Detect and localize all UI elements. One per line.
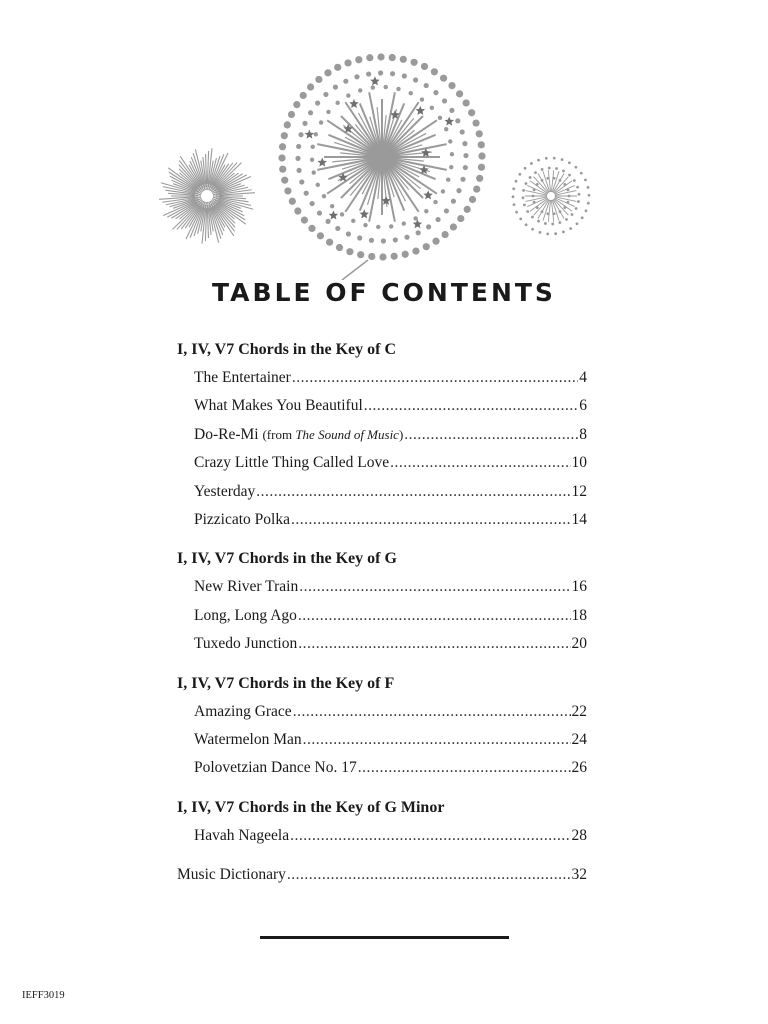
- section-heading: I, IV, V7 Chords in the Key of G: [177, 550, 397, 568]
- entry-page: 24: [571, 730, 587, 748]
- entry-page: 16: [571, 578, 587, 596]
- toc-entry[interactable]: [177, 506, 587, 534]
- entry-note-prefix: (from: [262, 426, 296, 442]
- entry-page: 26: [571, 759, 587, 777]
- footer-rule: [260, 936, 509, 939]
- entry-page: 28: [571, 826, 587, 844]
- toc-entry[interactable]: [177, 754, 587, 782]
- toc-section: [177, 336, 587, 534]
- toc-entry[interactable]: [177, 822, 587, 850]
- toc-section: [177, 545, 587, 658]
- toc-entry[interactable]: [177, 478, 587, 506]
- fireworks-illustration: [0, 0, 768, 280]
- entry-page: 10: [571, 454, 587, 472]
- entry-title: Polovetzian Dance No. 17: [194, 759, 357, 777]
- entry-title: The Entertainer: [194, 369, 291, 386]
- entry-title: Amazing Grace: [194, 702, 292, 720]
- toc-entry[interactable]: [177, 392, 587, 420]
- firework-small-right: [512, 157, 591, 236]
- page-title: TABLE OF CONTENTS: [212, 278, 556, 307]
- entry-title: Do-Re-Mi (from The Sound of Music): [194, 425, 404, 443]
- catalog-code: IEFF3019: [22, 990, 65, 1001]
- table-of-contents: [177, 336, 587, 889]
- entry-page: 18: [571, 606, 587, 624]
- entry-title: Havah Nageela: [194, 826, 290, 844]
- toc-entry[interactable]: [177, 449, 587, 477]
- toc-entry[interactable]: [177, 602, 587, 630]
- entry-title: Pizzicato Polka: [194, 510, 290, 528]
- entry-page: 14: [571, 510, 587, 528]
- entry-title: What Makes You Beautiful: [194, 397, 363, 415]
- toc-entry[interactable]: [177, 573, 587, 601]
- entry-title: Crazy Little Thing Called Love: [194, 454, 390, 472]
- firework-small-left: [159, 148, 255, 243]
- section-heading: I, IV, V7 Chords in the Key of C: [177, 341, 396, 358]
- section-heading: I, IV, V7 Chords in the Key of F: [177, 674, 395, 692]
- toc-entry[interactable]: [177, 421, 587, 449]
- toc-section: [177, 794, 587, 850]
- toc-entry[interactable]: [177, 630, 587, 658]
- entry-note-title: The Sound of Music: [295, 426, 399, 442]
- entry-page: 20: [571, 635, 587, 653]
- toc-entry[interactable]: [177, 698, 587, 726]
- firework-large-center: [278, 53, 485, 280]
- section-heading: I, IV, V7 Chords in the Key of G Minor: [177, 798, 445, 816]
- toc-entry[interactable]: [177, 726, 587, 754]
- entry-title: Yesterday: [194, 482, 256, 500]
- entry-note-suffix: ): [398, 426, 404, 442]
- toc-section: [177, 670, 587, 783]
- entry-page: 12: [571, 482, 587, 500]
- entry-title: Long, Long Ago: [194, 606, 297, 624]
- toc-entry-dictionary[interactable]: [177, 861, 587, 889]
- entry-page: 22: [571, 702, 587, 720]
- entry-page: 6: [579, 397, 587, 415]
- entry-page: 32: [571, 866, 587, 884]
- toc-entry[interactable]: [177, 364, 587, 392]
- entry-title: New River Train: [194, 578, 299, 596]
- entry-title: Watermelon Man: [194, 730, 302, 748]
- entry-page: 4: [579, 369, 587, 386]
- entry-title: Tuxedo Junction: [194, 635, 298, 653]
- entry-page: 8: [579, 425, 587, 443]
- entry-title: Music Dictionary: [177, 866, 286, 884]
